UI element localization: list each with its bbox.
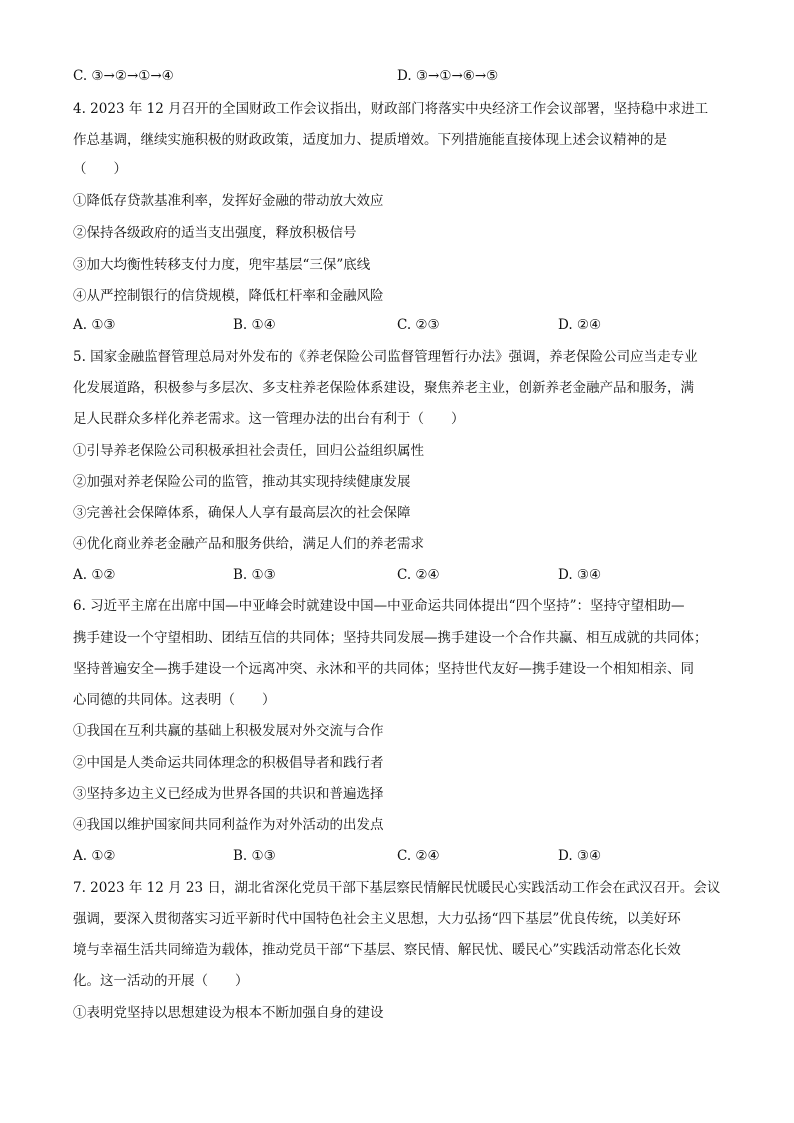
q6-item-2: ②中国是人类命运共同体理念的积极倡导者和践行者 xyxy=(73,755,384,771)
q4-option-a: A. ①③ xyxy=(73,317,116,333)
q5-stem-line-3: 足人民群众多样化养老需求。这一管理办法的出台有利于（ ） xyxy=(73,411,465,427)
q6-stem-line-4: 心同德的共同体。这表明（ ） xyxy=(73,692,276,708)
q6-option-b: B. ①③ xyxy=(233,848,276,864)
q6-option-d: D. ③④ xyxy=(558,848,602,864)
q3-option-d: D. ③→①→⑥→⑤ xyxy=(397,68,499,84)
q4-stem-line-3: （ ） xyxy=(73,161,127,177)
q5-item-3: ③完善社会保障体系，确保人人享有最高层次的社会保障 xyxy=(73,505,411,521)
q4-stem-line-2: 作总基调，继续实施积极的财政政策，适度加力、提质增效。下列措施能直接体现上述会议精神的是 xyxy=(73,132,667,148)
q7-item-1: ①表明党坚持以思想建设为根本不断加强自身的建设 xyxy=(73,1005,384,1021)
q5-stem-line-1: 5. 国家金融监督管理总局对外发布的《养老保险公司监督管理暂行办法》强调，养老保险公司应当走专业 xyxy=(73,349,698,365)
q5-option-a: A. ①② xyxy=(73,567,116,583)
q4-item-1: ①降低存贷款基准利率，发挥好金融的带动放大效应 xyxy=(73,193,384,209)
q6-item-1: ①我国在互利共赢的基础上积极发展对外交流与合作 xyxy=(73,723,384,739)
q6-option-c: C. ②④ xyxy=(397,848,440,864)
q6-item-3: ③坚持多边主义已经成为世界各国的共识和普遍选择 xyxy=(73,786,384,802)
q6-item-4: ④我国以维护国家间共同利益作为对外活动的出发点 xyxy=(73,817,384,833)
q7-stem-line-2: 强调，要深入贯彻落实习近平新时代中国特色社会主义思想，大力弘扬“四下基层”优良传统，以美好环 xyxy=(73,911,681,927)
q5-item-2: ②加强对养老保险公司的监管，推动其实现持续健康发展 xyxy=(73,474,411,490)
q3-option-c: C. ③→②→①→④ xyxy=(73,68,174,84)
q5-stem-line-2: 化发展道路，积极参与多层次、多支柱养老保险体系建设，聚焦养老主业，创新养老金融产品和服务，满 xyxy=(73,380,694,396)
q4-item-2: ②保持各级政府的适当支出强度，释放积极信号 xyxy=(73,225,357,241)
q6-stem-line-1: 6. 习近平主席在出席中国—中亚峰会时就建设中国—中亚命运共同体提出“四个坚持”：坚持守望相助— xyxy=(73,598,685,614)
q4-option-d: D. ②④ xyxy=(558,317,602,333)
q4-item-4: ④从严控制银行的信贷规模，降低杠杆率和金融风险 xyxy=(73,288,384,304)
q5-option-c: C. ②④ xyxy=(397,567,440,583)
q6-option-a: A. ①② xyxy=(73,848,116,864)
q5-option-b: B. ①③ xyxy=(233,567,276,583)
q5-item-1: ①引导养老保险公司积极承担社会责任，回归公益组织属性 xyxy=(73,443,424,459)
q7-stem-line-3: 境与幸福生活共同缔造为载体，推动党员干部“下基层、察民情、解民忧、暖民心”实践活动常态化长效 xyxy=(73,942,681,958)
q7-stem-line-4: 化。这一活动的开展（ ） xyxy=(73,973,249,989)
q6-stem-line-2: 携手建设一个守望相助、团结互信的共同体；坚持共同发展—携手建设一个合作共赢、相互成就的共同体； xyxy=(73,630,708,646)
q4-option-b: B. ①④ xyxy=(233,317,276,333)
q4-stem-line-1: 4. 2023 年 12 月召开的全国财政工作会议指出，财政部门将落实中央经济工作会议部署，坚持稳中求进工 xyxy=(73,101,709,117)
q6-stem-line-3: 坚持普遍安全—携手建设一个远离冲突、永沐和平的共同体；坚持世代友好—携手建设一个相知相亲、同 xyxy=(73,661,694,677)
q4-option-c: C. ②③ xyxy=(397,317,440,333)
q5-item-4: ④优化商业养老金融产品和服务供给，满足人们的养老需求 xyxy=(73,536,424,552)
q7-stem-line-1: 7. 2023 年 12 月 23 日，湖北省深化党员干部下基层察民情解民忧暖民心实践活动工作会在武汉召开。会议 xyxy=(73,880,721,896)
q4-item-3: ③加大均衡性转移支付力度，兜牢基层“三保”底线 xyxy=(73,257,371,273)
q5-option-d: D. ③④ xyxy=(558,567,602,583)
